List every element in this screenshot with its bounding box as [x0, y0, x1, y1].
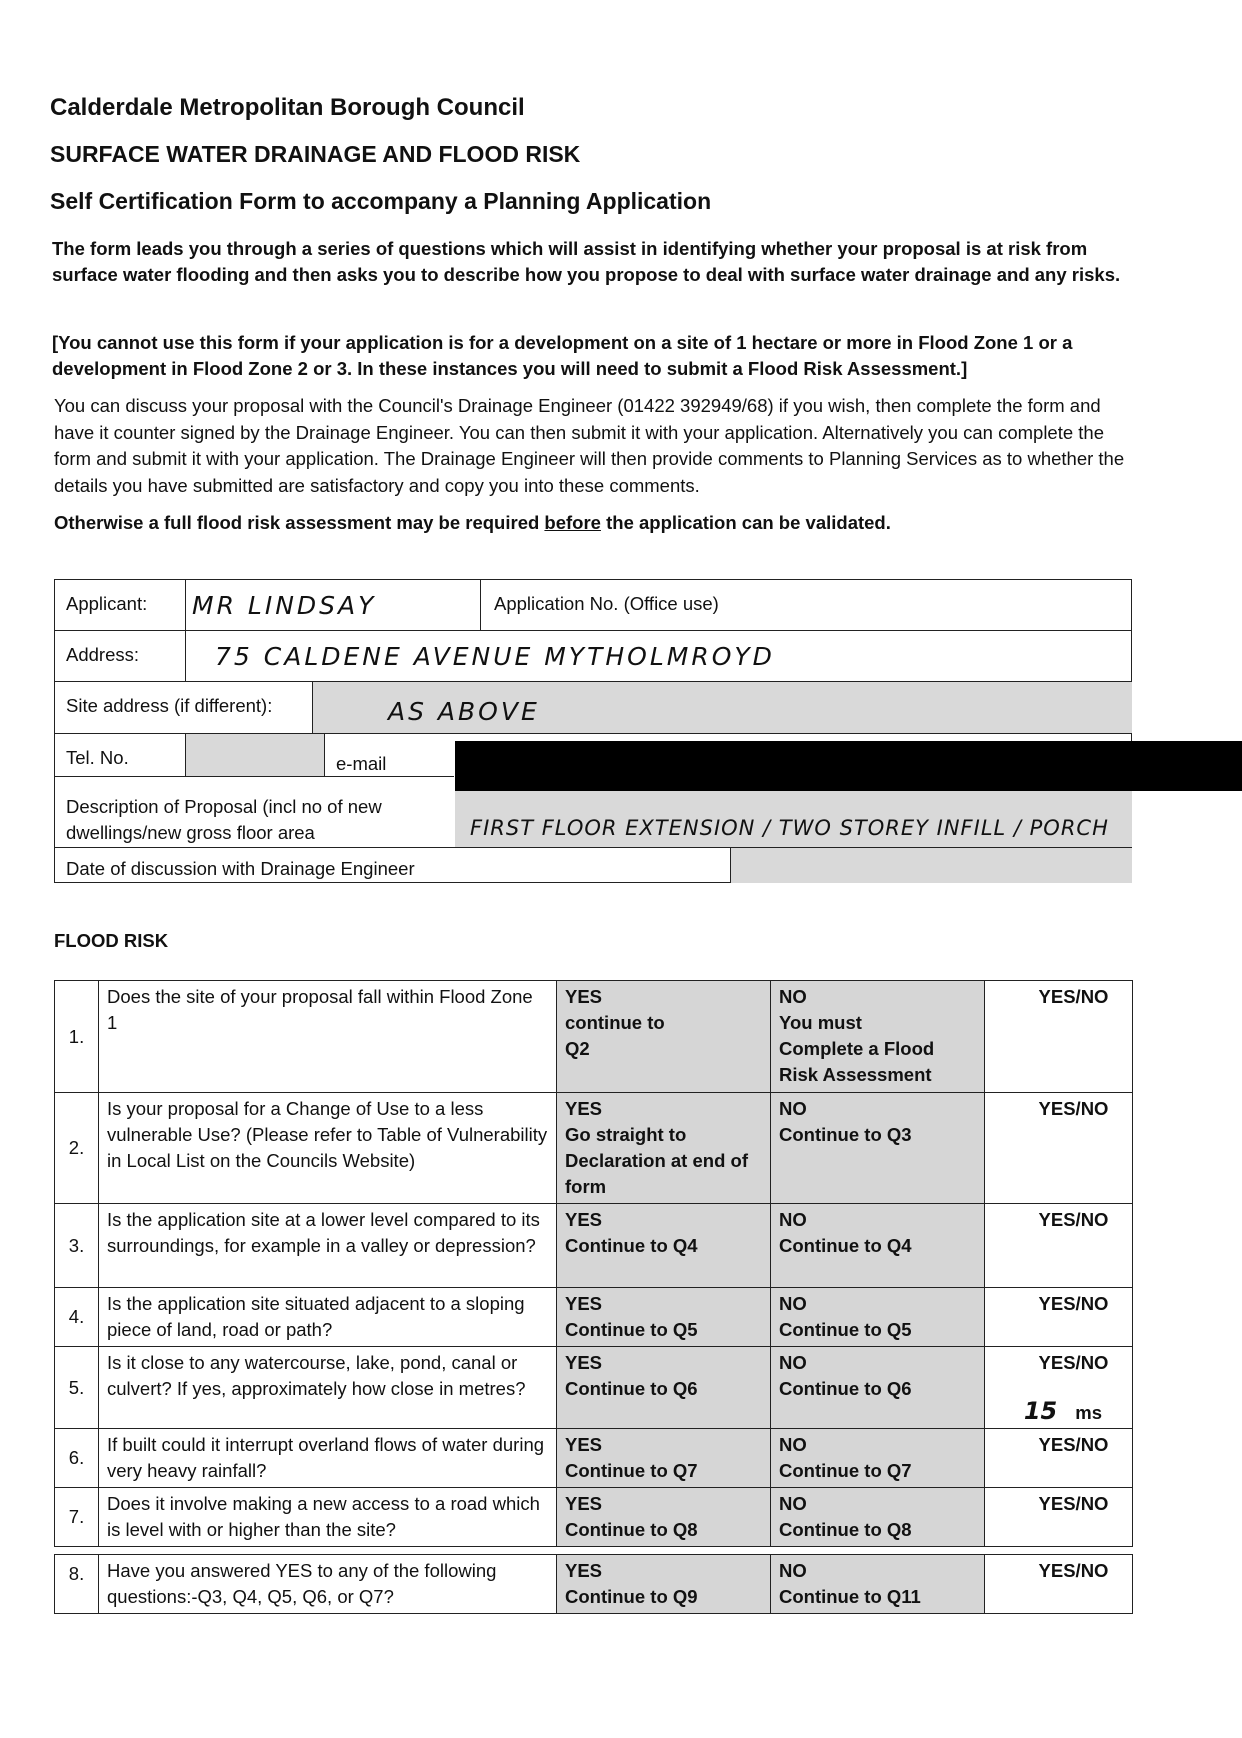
flood-risk-q8-table [54, 1554, 1133, 1614]
description-field[interactable]: FIRST FLOOR EXTENSION / TWO STOREY INFILL / PORCH [470, 816, 1109, 840]
distance-field[interactable] [1024, 1398, 1102, 1426]
question-number: 3. [55, 1204, 99, 1288]
no-option: NO Continue to Q3 [771, 1093, 985, 1204]
answer-yes-no[interactable]: YES/NO [1038, 1098, 1109, 1119]
form-title: SURFACE WATER DRAINAGE AND FLOOD RISK [50, 141, 581, 167]
form-subtitle: Self Certification Form to accompany a Planning Application [50, 188, 712, 214]
question-number: 1. [55, 981, 99, 1093]
no-option: NO You must Complete a Flood Risk Assessment [771, 981, 985, 1093]
discussion-date-label: Date of discussion with Drainage Engineer [66, 858, 415, 879]
answer-cell[interactable] [985, 1429, 1133, 1488]
question-text: Have you answered YES to any of the following questions:-Q3, Q4, Q5, Q6, or Q7? [99, 1555, 557, 1614]
council-name: Calderdale Metropolitan Borough Council [50, 94, 525, 121]
flood-risk-title: FLOOD RISK [54, 930, 169, 951]
yes-option: YES Continue to Q7 [557, 1429, 771, 1488]
no-option: NO Continue to Q5 [771, 1288, 985, 1347]
question-text: Is the application site situated adjacent to a sloping piece of land, road or path? [99, 1288, 557, 1347]
question-row-2 [55, 1093, 1133, 1204]
answer-cell[interactable] [985, 1488, 1133, 1547]
no-option: NO Continue to Q7 [771, 1429, 985, 1488]
question-text: Is the application site at a lower level compared to its surroundings, for example in a valley or depression? [99, 1204, 557, 1288]
address-label: Address: [66, 644, 140, 665]
no-option: NO Continue to Q4 [771, 1204, 985, 1288]
validation-note [54, 512, 1144, 534]
question-text: Does it involve making a new access to a road which is level with or higher than the site? [99, 1488, 557, 1547]
question-number: 2. [55, 1093, 99, 1204]
applicant-label: Applicant: [66, 593, 148, 614]
address-field[interactable]: 75 CALDENE AVENUE MYTHOLMROYD [215, 642, 775, 671]
tel-row-border [54, 776, 454, 777]
yes-option: YES Continue to Q6 [557, 1347, 771, 1429]
warning-paragraph: [You cannot use this form if your application is for a development on a site of 1 hectare or more in Flood Zone 1 or a development in Flood Zone 2 or 3. In these instances you will need to submit a Flood Risk Assessment.] [52, 332, 1073, 379]
question-number: 6. [55, 1429, 99, 1488]
site-address-label: Site address (if different): [66, 695, 273, 716]
description-label: Description of Proposal (incl no of new dwellings/new gross floor area [66, 796, 382, 843]
no-option: NO Continue to Q11 [771, 1555, 985, 1614]
answer-cell[interactable] [985, 1204, 1133, 1288]
answer-cell[interactable] [985, 1288, 1133, 1347]
question-text: Is your proposal for a Change of Use to a less vulnerable Use? (Please refer to Table of Vulnerability in Local List on the Councils Website) [99, 1093, 557, 1204]
applicant-field[interactable]: MR LINDSAY [192, 591, 377, 620]
question-text: If built could it interrupt overland flows of water during very heavy rainfall? [99, 1429, 557, 1488]
distance-unit: ms [1075, 1402, 1102, 1423]
intro-paragraph: The form leads you through a series of questions which will assist in identifying whether your proposal is at risk from surface water flooding and then asks you to describe how you propose to deal with surface water drainage and any risks. [52, 238, 1121, 285]
question-number: 5. [55, 1347, 99, 1429]
discussion-date-cell [730, 848, 1132, 883]
answer-yes-no[interactable]: YES/NO [1038, 1493, 1109, 1514]
question-number: 8. [55, 1555, 99, 1614]
yes-option: YES Go straight to Declaration at end of form [557, 1093, 771, 1204]
question-number: 4. [55, 1288, 99, 1347]
tel-label: Tel. No. [66, 747, 129, 768]
site-address-field[interactable]: AS ABOVE [388, 697, 540, 726]
tel-value-cell [185, 734, 325, 776]
validation-note-pre: Otherwise a full flood risk assessment may be required [54, 512, 545, 533]
answer-cell[interactable] [985, 1347, 1133, 1429]
question-row-5 [55, 1347, 1133, 1429]
no-option: NO Continue to Q6 [771, 1347, 985, 1429]
answer-cell[interactable] [985, 1555, 1133, 1614]
question-row-7 [55, 1488, 1133, 1547]
answer-yes-no[interactable]: YES/NO [1038, 1293, 1109, 1314]
validation-note-post: the application can be validated. [600, 512, 891, 533]
answer-yes-no[interactable]: YES/NO [1038, 1209, 1109, 1230]
question-row-4 [55, 1288, 1133, 1347]
redacted-block [455, 741, 1242, 791]
answer-yes-no[interactable]: YES/NO [1038, 986, 1109, 1007]
yes-option: YES Continue to Q8 [557, 1488, 771, 1547]
yes-option: YES continue to Q2 [557, 981, 771, 1093]
question-text: Does the site of your proposal fall within Flood Zone 1 [99, 981, 557, 1093]
answer-yes-no[interactable]: YES/NO [1038, 1560, 1109, 1581]
question-row-1 [55, 981, 1133, 1093]
no-option: NO Continue to Q8 [771, 1488, 985, 1547]
question-row-8 [55, 1555, 1133, 1614]
flood-risk-table [54, 980, 1133, 1547]
answer-cell[interactable] [985, 981, 1133, 1093]
question-text: Is it close to any watercourse, lake, pond, canal or culvert? If yes, approximately how close in metres? [99, 1347, 557, 1429]
question-row-6 [55, 1429, 1133, 1488]
applicant-row-border [54, 630, 1132, 631]
address-value-cell [185, 631, 186, 681]
yes-option: YES Continue to Q5 [557, 1288, 771, 1347]
application-no-label: Application No. (Office use) [494, 593, 719, 614]
discussion-paragraph: You can discuss your proposal with the Council's Drainage Engineer (01422 392949/68) if you wish, then complete the form and have it counter signed by the Drainage Engineer. You can then submit it with your application. Alternatively you can complete the form and submit it with your application. The Drainage Engineer will then provide comments to Planning Services as to whether the details you have submitted are satisfactory and copy you into these comments. [54, 395, 1125, 496]
yes-option: YES Continue to Q4 [557, 1204, 771, 1288]
answer-yes-no[interactable]: YES/NO [1038, 1352, 1109, 1373]
question-number: 7. [55, 1488, 99, 1547]
answer-yes-no[interactable]: YES/NO [1038, 1434, 1109, 1455]
answer-cell[interactable] [985, 1093, 1133, 1204]
yes-option: YES Continue to Q9 [557, 1555, 771, 1614]
distance-value[interactable]: 15 [1023, 1397, 1058, 1425]
email-label: e-mail [336, 753, 387, 774]
validation-note-underlined: before [544, 512, 601, 533]
question-row-3 [55, 1204, 1133, 1288]
